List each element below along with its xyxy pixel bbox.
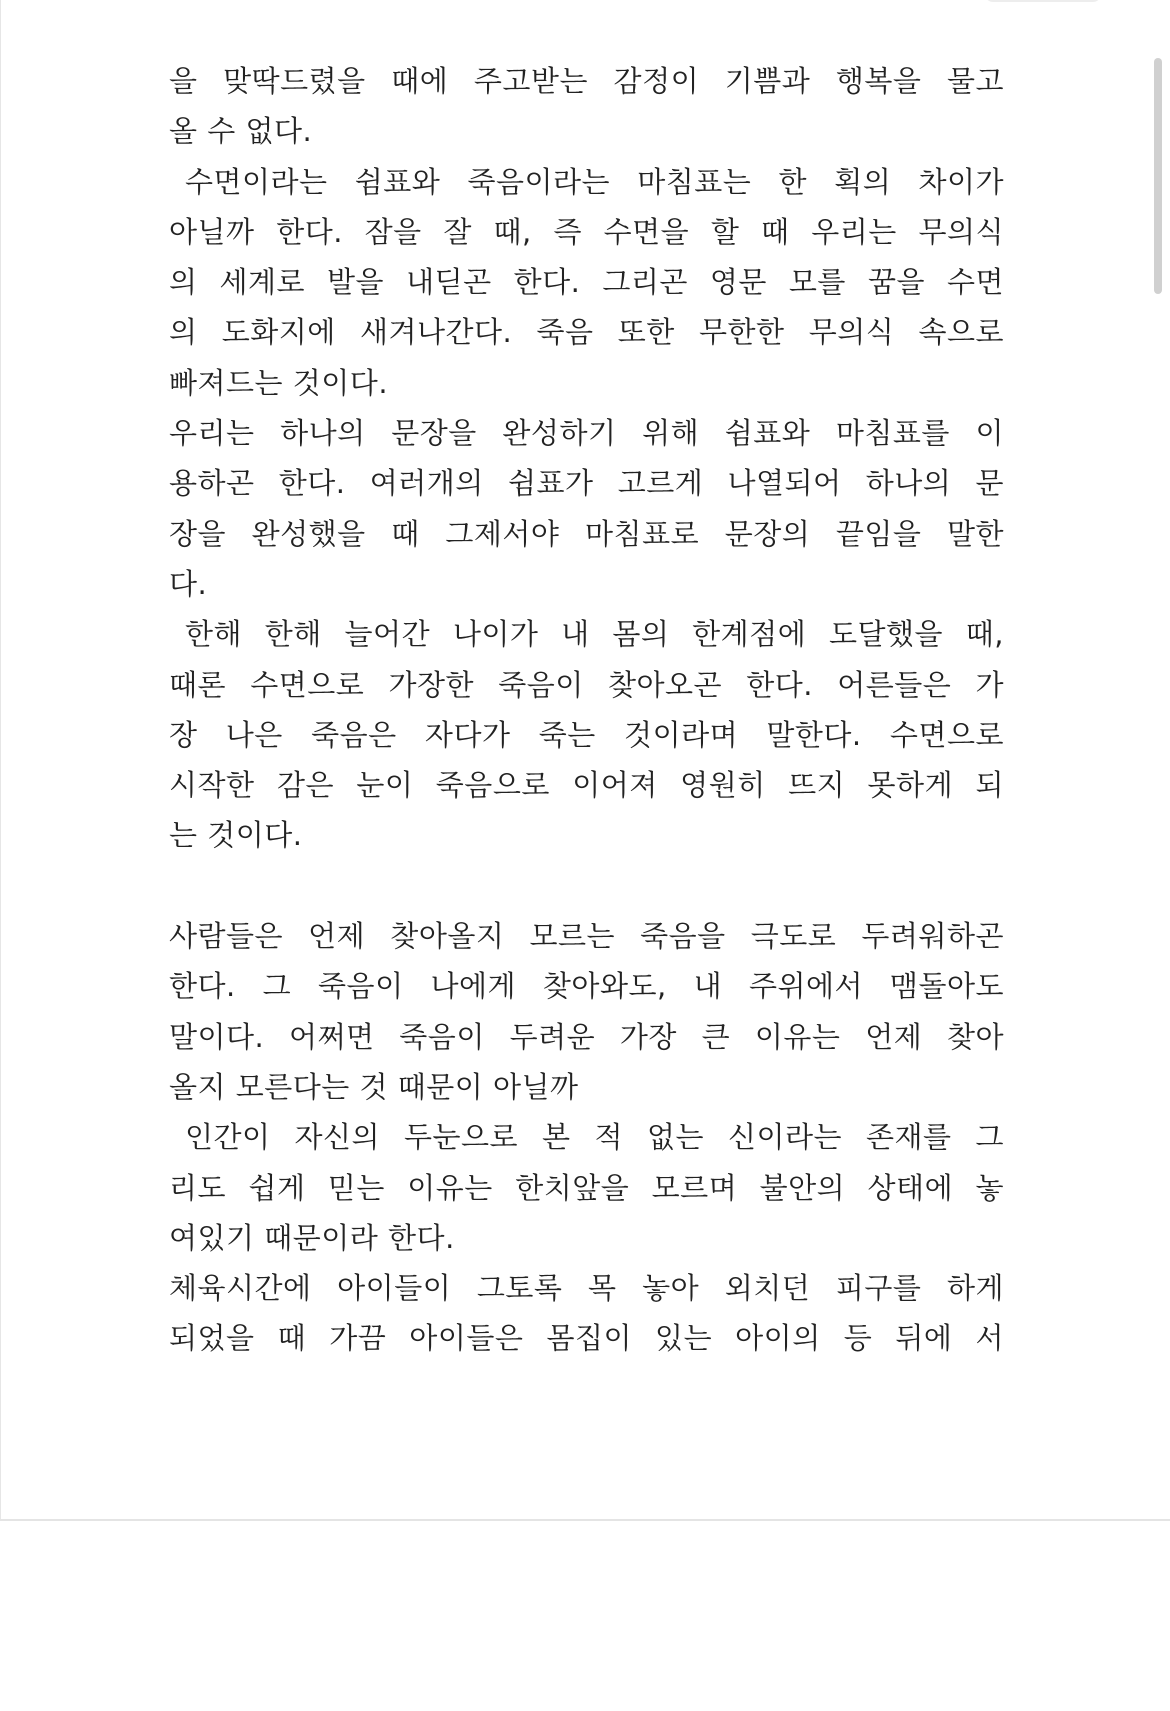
blank-line bbox=[169, 861, 1004, 911]
text-line: 인간이 자신의 두눈으로 본 적 없는 신이라는 존재를 그 bbox=[185, 1120, 1004, 1155]
text-line: 장을 완성했을 때 그제서야 마침표로 문장의 끝임을 말한 bbox=[169, 516, 1004, 551]
text-line: 수면이라는 쉼표와 죽음이라는 마침표는 한 획의 차이가 bbox=[185, 164, 1004, 199]
text-line: 시작한 감은 눈이 죽음으로 이어져 영원히 뜨지 못하게 되 bbox=[169, 768, 1004, 803]
text-line: 의 세계로 발을 내딛곤 한다. 그리곤 영문 모를 꿈을 수면 bbox=[169, 265, 1004, 300]
document-body-text bbox=[169, 56, 1004, 1364]
text-line: 때론 수면으로 가장한 죽음이 찾아오곤 한다. 어른들은 가 bbox=[169, 667, 1004, 702]
text-line: 리도 쉽게 믿는 이유는 한치앞을 모르며 불안의 상태에 놓 bbox=[169, 1170, 1004, 1205]
text-line: 의 도화지에 새겨나간다. 죽음 또한 무한한 무의식 속으로 bbox=[169, 315, 1004, 350]
text-line: 장 나은 죽음은 자다가 죽는 것이라며 말한다. 수면으로 bbox=[169, 717, 1004, 752]
text-line: 올 수 없다. bbox=[169, 114, 313, 149]
vertical-scrollbar[interactable] bbox=[1154, 58, 1162, 294]
text-line: 체육시간에 아이들이 그토록 목 놓아 외치던 피구를 하게 bbox=[169, 1271, 1004, 1306]
text-line: 여있기 때문이라 한다. bbox=[169, 1220, 455, 1255]
text-line: 빠져드는 것이다. bbox=[169, 365, 389, 400]
text-line: 한다. 그 죽음이 나에게 찾아와도, 내 주위에서 맴돌아도 bbox=[169, 969, 1004, 1004]
text-line: 말이다. 어쩌면 죽음이 두려운 가장 큰 이유는 언제 찾아 bbox=[169, 1019, 1004, 1054]
text-line: 우리는 하나의 문장을 완성하기 위해 쉼표와 마침표를 이 bbox=[169, 416, 1004, 451]
text-line: 한해 한해 늘어간 나이가 내 몸의 한계점에 도달했을 때, bbox=[185, 617, 1004, 652]
text-line: 다. bbox=[169, 566, 208, 601]
text-line: 는 것이다. bbox=[169, 818, 303, 853]
text-line: 을 맞딱드렸을 때에 주고받는 감정이 기쁨과 행복을 물고 bbox=[169, 64, 1004, 98]
top-tab-handle[interactable] bbox=[985, 0, 1101, 2]
next-page-area bbox=[0, 1521, 1170, 1711]
text-line: 용하곤 한다. 여러개의 쉼표가 고르게 나열되어 하나의 문 bbox=[169, 466, 1004, 501]
text-line: 아닐까 한다. 잠을 잘 때, 즉 수면을 할 때 우리는 무의식 bbox=[169, 214, 1004, 249]
text-line: 올지 모른다는 것 때문이 아닐까 bbox=[169, 1069, 579, 1104]
text-line: 사람들은 언제 찾아올지 모르는 죽음을 극도로 두려워하곤 bbox=[169, 919, 1004, 954]
text-line: 되었을 때 가끔 아이들은 몸집이 있는 아이의 등 뒤에 서 bbox=[169, 1321, 1004, 1356]
